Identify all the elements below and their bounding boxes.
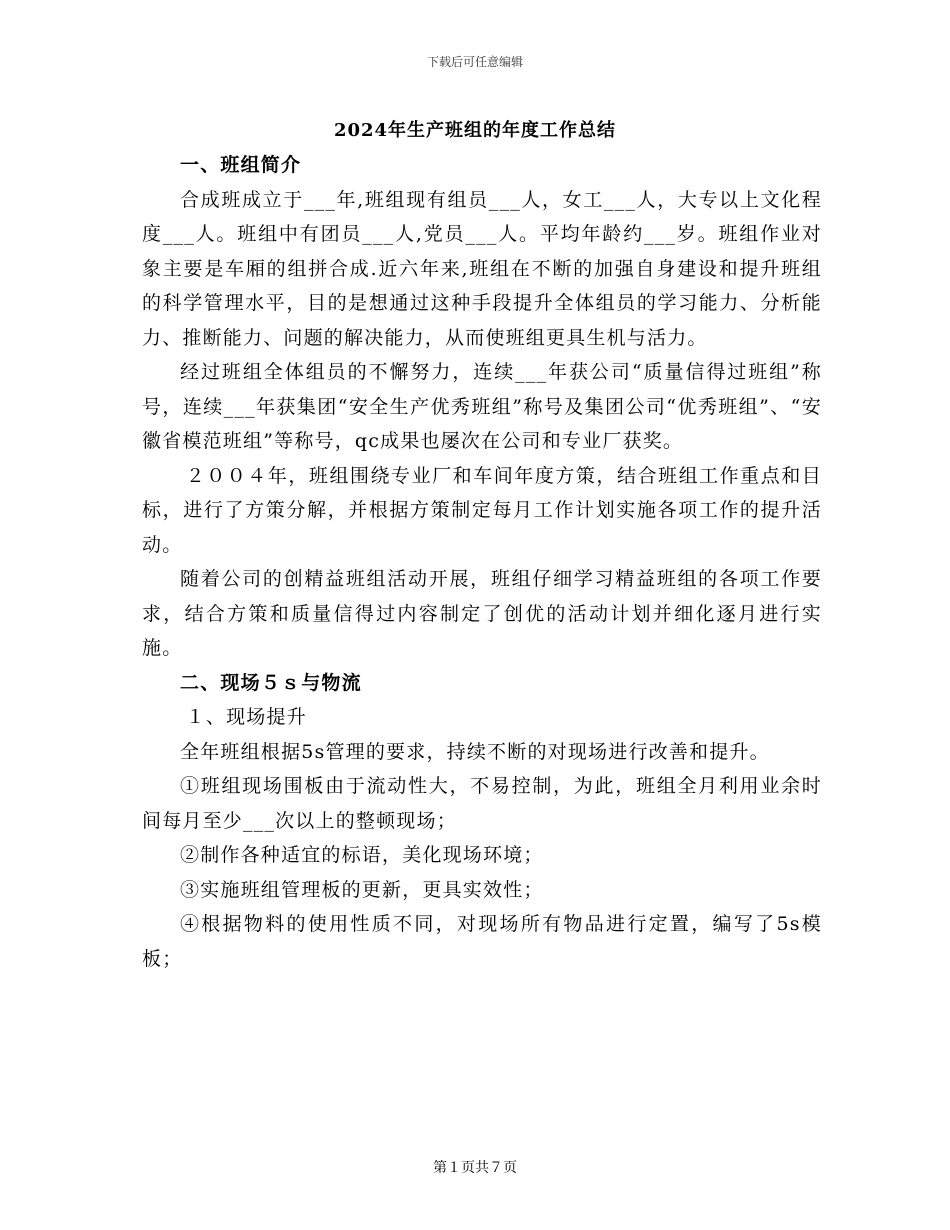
list-item-4: ④根据物料的使用性质不同，对现场所有物品进行定置，编写了5s模板；: [142, 913, 822, 970]
paragraph-honors: 经过班组全体组员的不懈努力，连续___年获公司“质量信得过班组”称号，连续___年获集团“安全生产优秀班组”称号及集团公司“优秀班组”、“安徽省模范班组”等称号，qc成果也屡次在公司和专业厂获奖。: [142, 361, 822, 452]
list-item-3: ③实施班组管理板的更新，更具实效性；: [180, 878, 544, 901]
paragraph-2004-plan: ２００４年，班组围绕专业厂和车间年度方策，结合班组工作重点和目标，进行了方策分解，并根据方策制定每月工作计划实施各项工作的提升活动。: [142, 464, 822, 556]
section-heading-5s: 二、现场５ｓ与物流: [180, 671, 362, 694]
section-heading-intro: 一、班组简介: [180, 154, 302, 176]
paragraph-5s-management: 全年班组根据5s管理的要求，持续不断的对现场进行改善和提升。: [180, 740, 770, 763]
document-title: 2024年生产班组的年度工作总结: [333, 120, 617, 141]
document-body: [142, 148, 822, 976]
paragraph-lean-activity: 随着公司的创精益班组活动开展，班组仔细学习精益班组的各项工作要求，结合方策和质量信得过内容制定了创优的活动计划并细化逐月进行实施。: [142, 568, 822, 659]
subheading-site-improvement: １、现场提升: [185, 706, 307, 728]
page-header: 下载后可任意编辑: [426, 55, 523, 69]
list-item-1: ①班组现场围板由于流动性大，不易控制，为此，班组全月利用业余时间每月至少___次以上的整顿现场；: [142, 775, 822, 832]
list-item-2: ②制作各种适宜的标语，美化现场环境；: [180, 844, 544, 866]
page-footer: 第１页共７页: [433, 1160, 517, 1176]
paragraph-team-intro: 合成班成立于___年,班组现有组员___人，女工___人，大专以上文化程度___人。班组中有团员___人,党员___人。平均年龄约___岁。班组作业对象主要是车厢的组拼合成.近六年来,班组在不断的加强自身建设和提升班组的科学管理水平，目的是想通过这种手段提升全体组员的学习能力、分析能力、推断能力、问题的解决能力，从而使班组更具生机与活力。: [142, 188, 822, 349]
